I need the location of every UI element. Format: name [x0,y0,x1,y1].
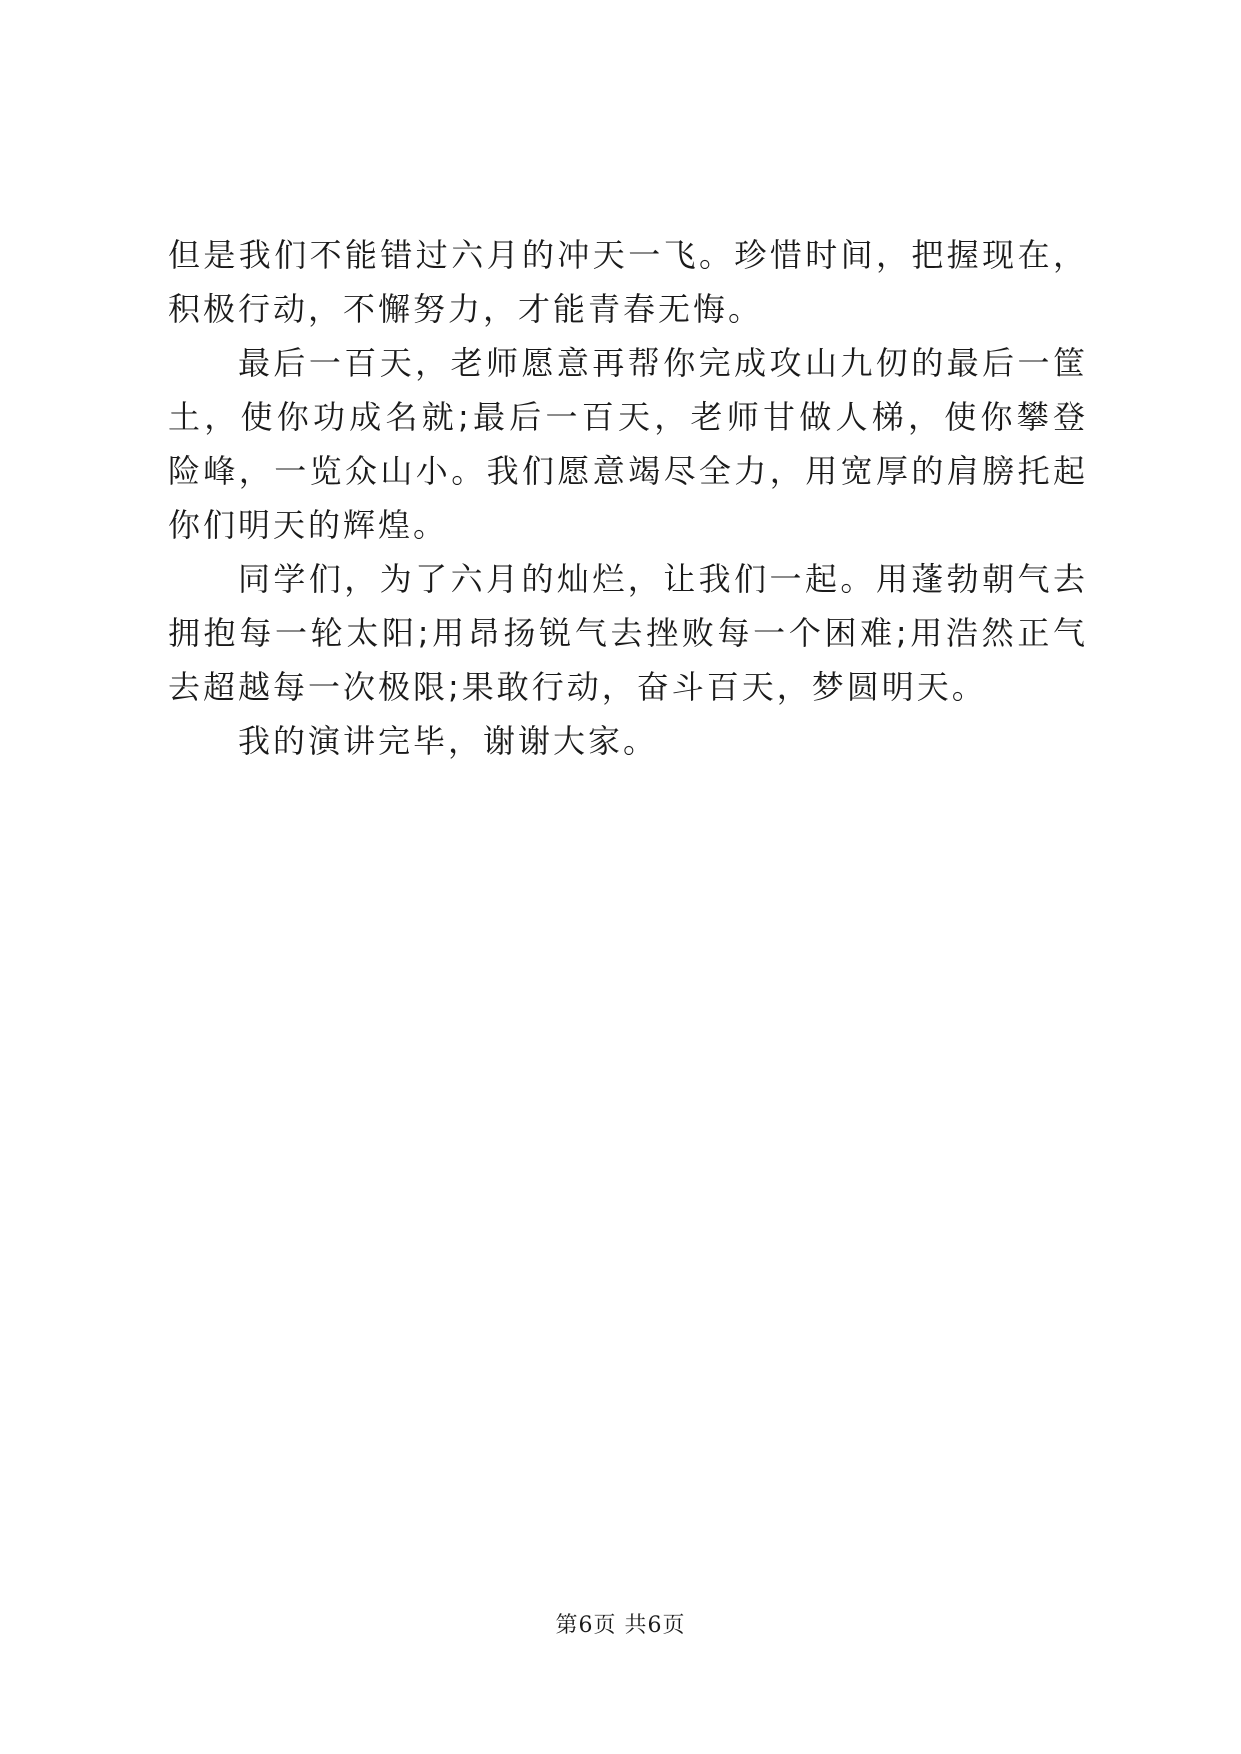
page-footer: 第6页 共6页 [555,1613,686,1638]
document-body [168,228,1088,768]
paragraph-closing: 我的演讲完毕，谢谢大家。 [238,722,659,760]
paragraph-continuation: 但是我们不能错过六月的冲天一飞。珍惜时间，把握现在，积极行动，不懈努力，才能青春无悔。 [168,236,1088,328]
paragraph-teachers: 最后一百天，老师愿意再帮你完成攻山九仞的最后一筐土，使你功成名就;最后一百天，老师甘做人梯，使你攀登险峰，一览众山小。我们愿意竭尽全力，用宽厚的肩膀托起你们明天的辉煌。 [168,344,1088,544]
paragraph-classmates: 同学们，为了六月的灿烂，让我们一起。用蓬勃朝气去拥抱每一轮太阳;用昂扬锐气去挫败每一个困难;用浩然正气去超越每一次极限;果敢行动，奋斗百天，梦圆明天。 [168,560,1088,706]
